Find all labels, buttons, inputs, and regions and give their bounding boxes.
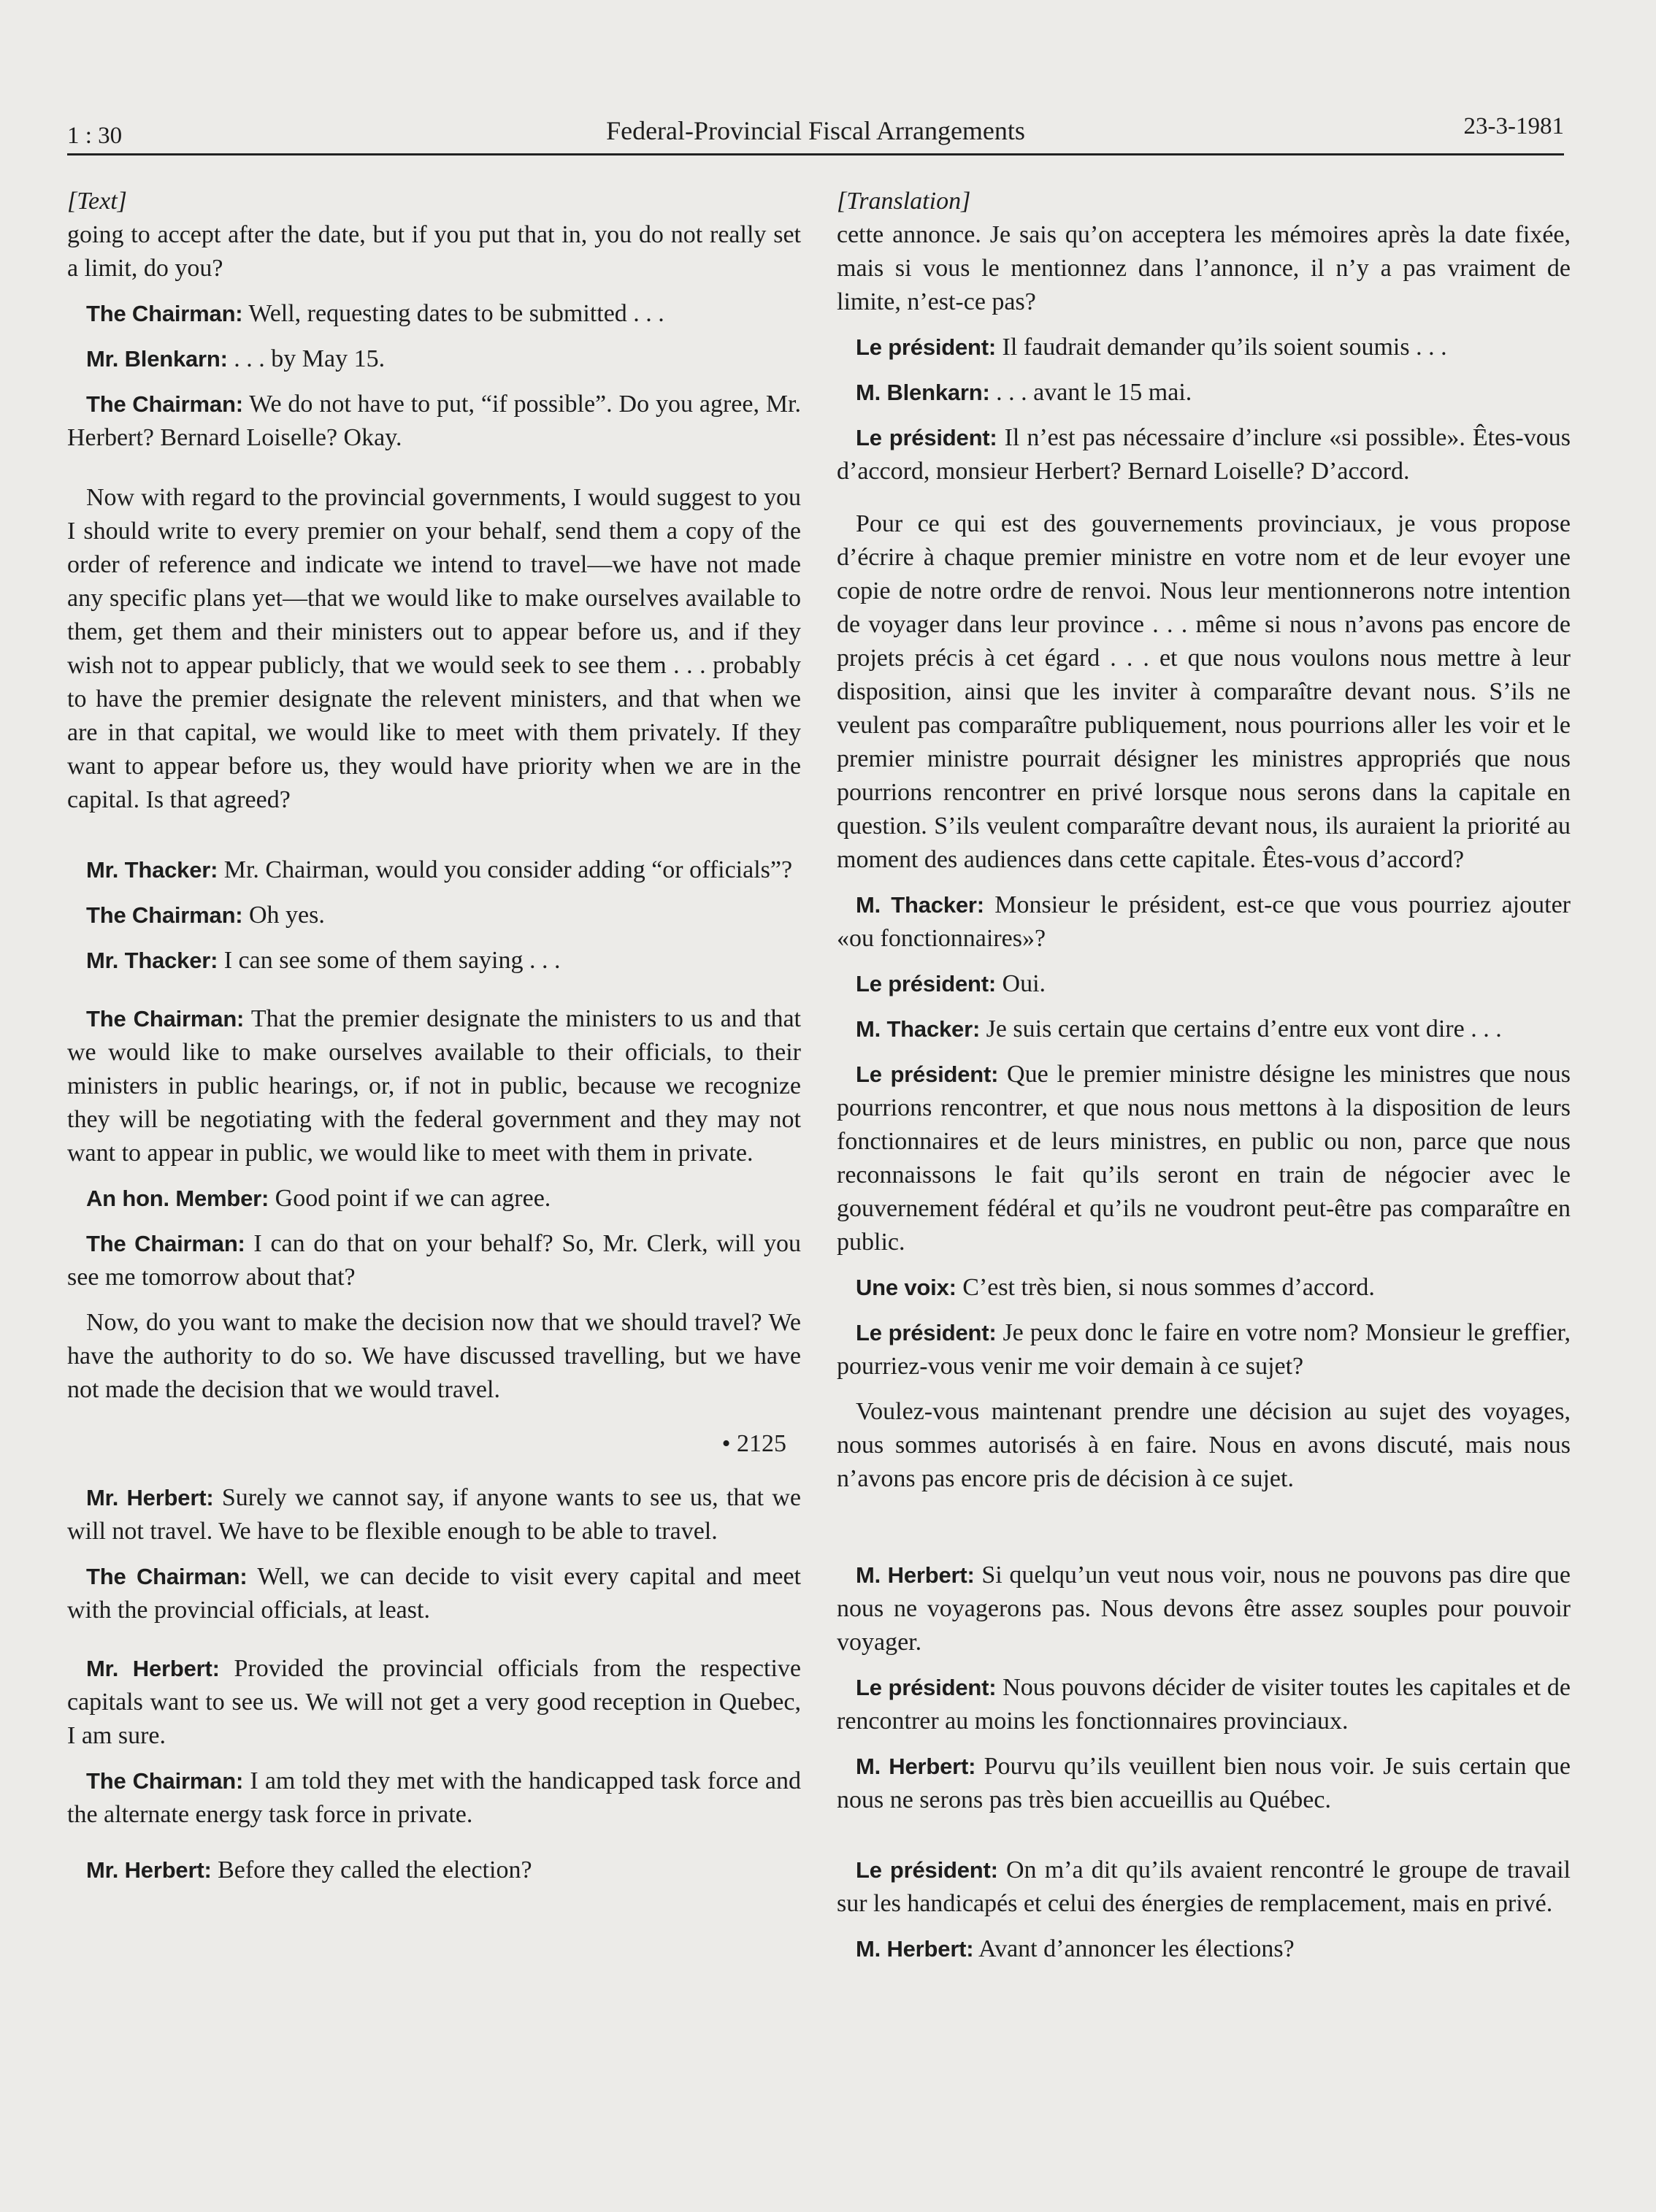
paragraph — [837, 1932, 1571, 1966]
speech-text: Well, requesting dates to be submitted . . . — [242, 300, 664, 327]
paragraph — [67, 1854, 801, 1887]
paragraph — [837, 1058, 1571, 1259]
speech-text: We do not have to put, “if possible”. Do you agree, Mr. Herbert? Bernard Loiselle? Okay. — [67, 391, 802, 451]
speech-text: Je suis certain que certains d’entre eux vont dire . . . — [980, 1015, 1502, 1042]
paragraph — [837, 967, 1571, 1001]
speech-text: On m’a dit qu’ils avaient rencontré le groupe de travail sur les handicapés et celui des énergies de remplacement, mais en privé. — [837, 1856, 1571, 1917]
speaker-name: Mr. Herbert: — [86, 1857, 212, 1883]
speaker-name: M. Thacker: — [856, 1016, 981, 1042]
speaker-name: The Chairman: — [86, 391, 243, 417]
speaker-name: Le président: — [856, 425, 997, 450]
paragraph — [837, 1750, 1571, 1817]
paragraph — [67, 1227, 801, 1294]
speech-text: Nous pouvons décider de visiter toutes les capitales et de rencontrer au moins les fonctionnaires provinciaux. — [837, 1674, 1571, 1735]
speech-text: Si quelqu’un veut nous voir, nous ne pouvons pas dire que nous ne voyagerons pas. Nous devons être assez souples pour pouvoir voyager. — [837, 1562, 1571, 1656]
paragraph — [67, 899, 801, 932]
paragraph — [67, 1560, 801, 1627]
speaker-name: Le président: — [856, 1675, 997, 1700]
speech-text: Good point if we can agree. — [269, 1185, 551, 1212]
speech-text: Pourvu qu’ils veuillent bien nous voir. Je suis certain que nous ne serons pas très bien accueillis au Québec. — [837, 1753, 1571, 1813]
speaker-name: The Chairman: — [86, 1231, 245, 1256]
running-title: Federal-Provincial Fiscal Arrangements — [606, 116, 1025, 145]
paragraph — [837, 1854, 1571, 1921]
paragraph — [67, 1182, 801, 1216]
paragraph — [67, 1481, 801, 1548]
paragraph — [837, 1013, 1571, 1046]
speech-text: . . . avant le 15 mai. — [989, 379, 1192, 406]
speaker-name: The Chairman: — [86, 902, 243, 928]
paragraph — [837, 331, 1571, 364]
speech-text: Before they called the election? — [211, 1856, 532, 1883]
page-date: 23-3-1981 — [1463, 113, 1564, 139]
paragraph — [67, 1002, 801, 1170]
paragraph: Now, do you want to make the decision now that we should travel? We have the authority to do so. We have discussed travelling, but we have not made the decision that we would travel. — [67, 1309, 801, 1403]
speech-text: Monsieur le président, est-ce que vous pourriez ajouter «ou fonctionnaires»? — [837, 891, 1571, 952]
paragraph: cette annonce. Je sais qu’on acceptera les mémoires après la date fixée, mais si vous le mentionnez dans l’annonce, il n’y a pas vraiment de limite, n’est-ce pas? — [837, 221, 1571, 315]
speaker-name: M. Herbert: — [856, 1936, 974, 1962]
paragraph — [837, 421, 1571, 488]
speech-text: Avant d’annoncer les élections? — [973, 1935, 1295, 1962]
paragraph — [837, 1559, 1571, 1659]
speaker-name: Le président: — [856, 1857, 998, 1883]
speaker-name: Mr. Thacker: — [86, 857, 218, 883]
speech-text: C’est très bien, si nous sommes d’accord. — [956, 1274, 1375, 1301]
paragraph: Voulez-vous maintenant prendre une décision au sujet des voyages, nous sommes autorisés à en faire. Nous en avons discuté, mais nous n’avons pas encore pris de décision à ce sujet. — [837, 1398, 1571, 1492]
speaker-name: The Chairman: — [86, 1768, 244, 1794]
speech-text: Que le premier ministre désigne les ministres que nous pourrions rencontrer, et que nous nous mettons à la disposition de leurs fonctionnaires et de leurs ministres, en public ou non, parce que nous reconnaissons le fait qu’ils seront en train de négocier avec le gouvernement fédéral et qu’ils ne voudront peut-être pas comparaître en public. — [837, 1061, 1571, 1256]
speech-text: Oui. — [996, 970, 1046, 997]
paragraph — [67, 388, 801, 455]
page-header — [67, 110, 1564, 155]
speaker-name: M. Herbert: — [856, 1562, 975, 1588]
speaker-name: Une voix: — [856, 1275, 957, 1300]
speech-text: I can do that on your behalf? So, Mr. Clerk, will you see me tomorrow about that? — [67, 1230, 801, 1291]
english-column — [67, 185, 801, 1899]
speaker-name: The Chairman: — [86, 1564, 248, 1589]
speech-text: Oh yes. — [242, 902, 325, 929]
speaker-name: Mr. Blenkarn: — [86, 346, 228, 372]
paragraph — [837, 1271, 1571, 1305]
speaker-name: The Chairman: — [86, 1006, 245, 1032]
speech-text: That the premier designate the ministers to us and that we would like to make ourselves available to their officials, to their ministers in public hearings, or, if not in public, because we recognize they will be negotiating with the federal government and they may not want to appear in public, we would like to meet with them in private. — [67, 1005, 801, 1167]
translation-tag: [Translation] — [837, 188, 971, 215]
paragraph — [837, 888, 1571, 956]
speaker-name: M. Blenkarn: — [856, 380, 990, 405]
speaker-name: Mr. Herbert: — [86, 1656, 220, 1681]
paragraph — [837, 376, 1571, 410]
text-tag: [Text] — [67, 188, 127, 215]
speech-text: I am told they met with the handicapped task force and the alternate energy task force in private. — [67, 1767, 801, 1828]
paragraph — [837, 1671, 1571, 1738]
speaker-name: Le président: — [856, 971, 997, 996]
speaker-name: An hon. Member: — [86, 1186, 269, 1211]
speech-text: . . . by May 15. — [227, 345, 386, 372]
page-reference-marker: • 2125 — [721, 1430, 786, 1457]
paragraph: going to accept after the date, but if you put that in, you do not really set a limit, do you? — [67, 221, 801, 282]
speech-text: Surely we cannot say, if anyone wants to see us, that we will not travel. We have to be flexible enough to be able to travel. — [67, 1484, 801, 1545]
paragraph: Pour ce qui est des gouvernements provinciaux, je vous propose d’écrire à chaque premier ministre en votre nom et de leur evoyer une copie de notre ordre de renvoi. Nous leur mentionnerons notre intention de voyager dans leur province . . . même si nous n’avons pas encore de projets précis à cet égard . . . et que nous voulons nous mettre à leur disposition, ainsi que les inviter à comparaître devant nous. S’ils ne veulent pas comparaître publiquement, nous pourrions aller les voir et le premier ministre pourrait désigner les ministres appropriés que nous pourrions rencontrer en privé lorsque nous serons dans la capitale en question. S’ils veulent comparaître devant nous, ils auraient la priorité au moment des audiences dans cette capitale. Êtes-vous d’accord? — [837, 510, 1571, 873]
paragraph — [67, 297, 801, 331]
paragraph — [67, 944, 801, 978]
paragraph: Now with regard to the provincial governments, I would suggest to you I should write to every premier on your behalf, send them a copy of the order of reference and indicate we intend to travel—we have not made any specific plans yet—that we would like to make ourselves available to them, get them and their ministers out to appear before us, and if they wish not to appear publicly, that we would seek to see them . . . probably to have the premier designate the relevent ministers, and that when we are in that capital, we would like to meet with them privately. If they want to appear before us, they would have priority when we are in the capital. Is that agreed? — [67, 484, 801, 813]
speech-text: Provided the provincial officials from the respective capitals want to see us. We will not get a very good reception in Quebec, I am sure. — [67, 1655, 801, 1749]
speaker-name: Le président: — [856, 334, 997, 360]
speech-text: Mr. Chairman, would you consider adding “or officials”? — [218, 856, 793, 883]
speech-text: Il faudrait demander qu’ils soient soumis . . . — [996, 334, 1447, 361]
paragraph — [67, 342, 801, 376]
speaker-name: Mr. Herbert: — [86, 1485, 214, 1510]
speech-text: Je peux donc le faire en votre nom? Monsieur le greffier, pourriez-vous venir me voir demain à ce sujet? — [837, 1319, 1571, 1380]
speaker-name: The Chairman: — [86, 301, 243, 326]
speaker-name: Le président: — [856, 1061, 999, 1087]
speech-text: Well, we can decide to visit every capital and meet with the provincial officials, at least. — [67, 1563, 801, 1624]
speaker-name: Mr. Thacker: — [86, 948, 218, 973]
paragraph — [837, 1316, 1571, 1383]
french-column — [837, 185, 1571, 1978]
paragraph — [67, 1652, 801, 1753]
speech-text: I can see some of them saying . . . — [218, 947, 561, 974]
speech-text: Il n’est pas nécessaire d’inclure «si possible». Êtes-vous d’accord, monsieur Herbert? Bernard Loiselle? D’accord. — [837, 424, 1571, 485]
speaker-name: Le président: — [856, 1320, 997, 1345]
paragraph — [67, 853, 801, 887]
speaker-name: M. Thacker: — [856, 892, 984, 918]
page-number: 1 : 30 — [67, 123, 123, 149]
speaker-name: M. Herbert: — [856, 1754, 976, 1779]
paragraph — [67, 1764, 801, 1832]
